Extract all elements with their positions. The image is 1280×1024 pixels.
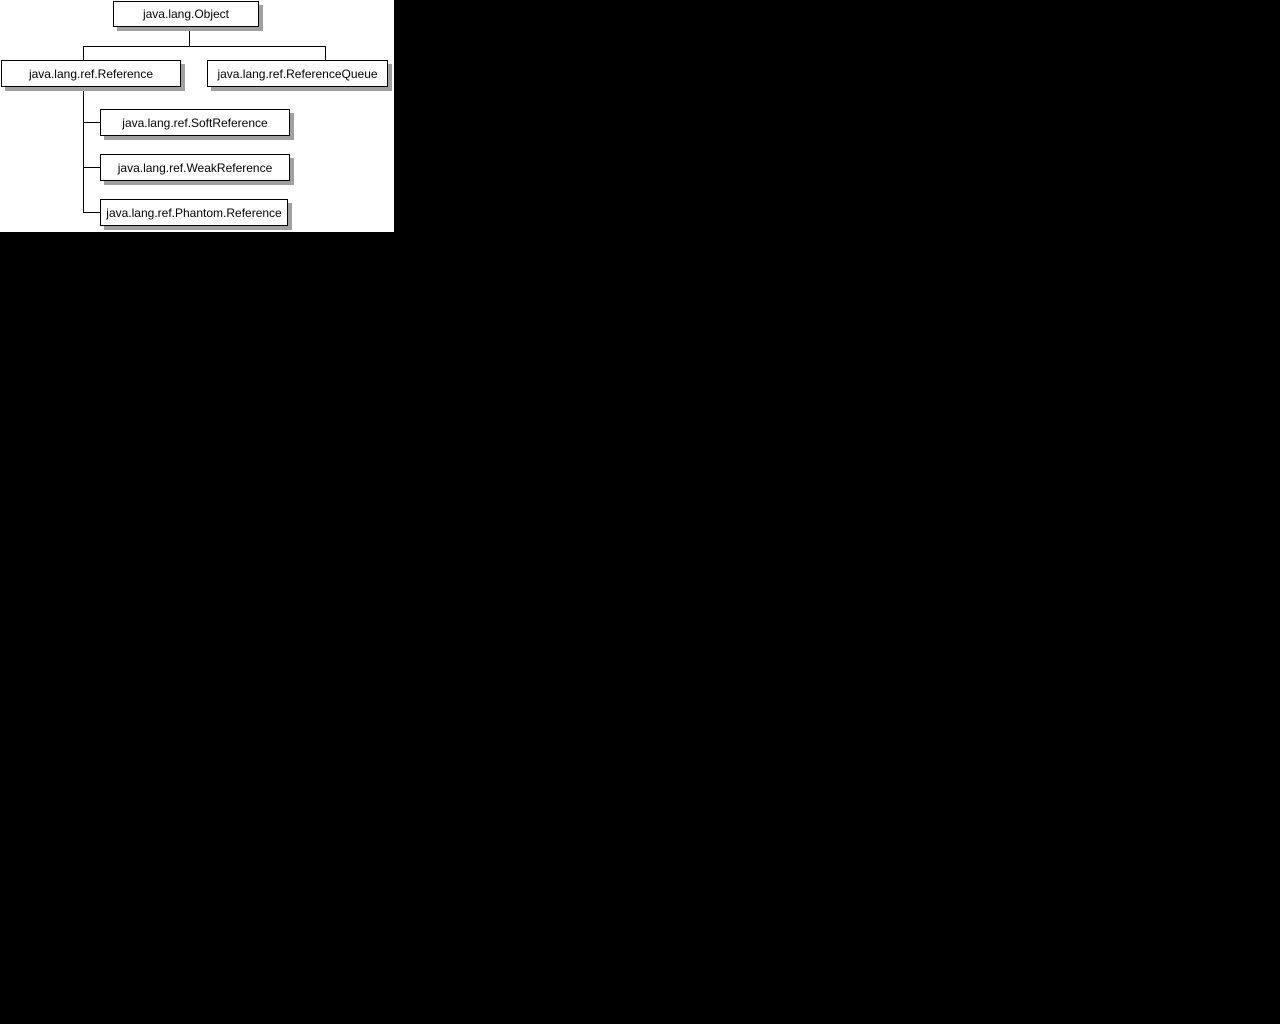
connector-branch-phantomreference — [83, 212, 100, 213]
connector-branch-softreference — [83, 122, 100, 123]
class-node-java-lang-ref-reference[interactable] — [1, 60, 181, 87]
connector-drop-to-referencequeue — [325, 46, 326, 60]
class-node-java-lang-object[interactable] — [113, 1, 259, 27]
class-node-java-lang-ref-phantom-reference[interactable] — [100, 199, 288, 226]
class-node-label: java.lang.ref.SoftReference — [122, 115, 268, 130]
class-node-java-lang-ref-softreference[interactable] — [100, 109, 290, 136]
class-node-label: java.lang.ref.Reference — [28, 66, 154, 81]
class-node-java-lang-ref-weakreference[interactable] — [100, 154, 290, 181]
connector-object-stem — [189, 27, 190, 47]
class-node-label: java.lang.Object — [142, 7, 230, 21]
class-node-java-lang-ref-referencequeue[interactable] — [207, 60, 388, 87]
class-node-label: java.lang.ref.Phantom.Reference — [106, 205, 282, 220]
class-hierarchy-canvas — [0, 0, 394, 232]
class-node-label: java.lang.ref.WeakReference — [117, 160, 273, 175]
connector-branch-weakreference — [83, 167, 100, 168]
class-node-label: java.lang.ref.ReferenceQueue — [217, 66, 378, 81]
connector-drop-to-reference — [83, 46, 84, 60]
connector-reference-trunk — [83, 87, 84, 213]
connector-children-split-bar — [83, 46, 326, 47]
